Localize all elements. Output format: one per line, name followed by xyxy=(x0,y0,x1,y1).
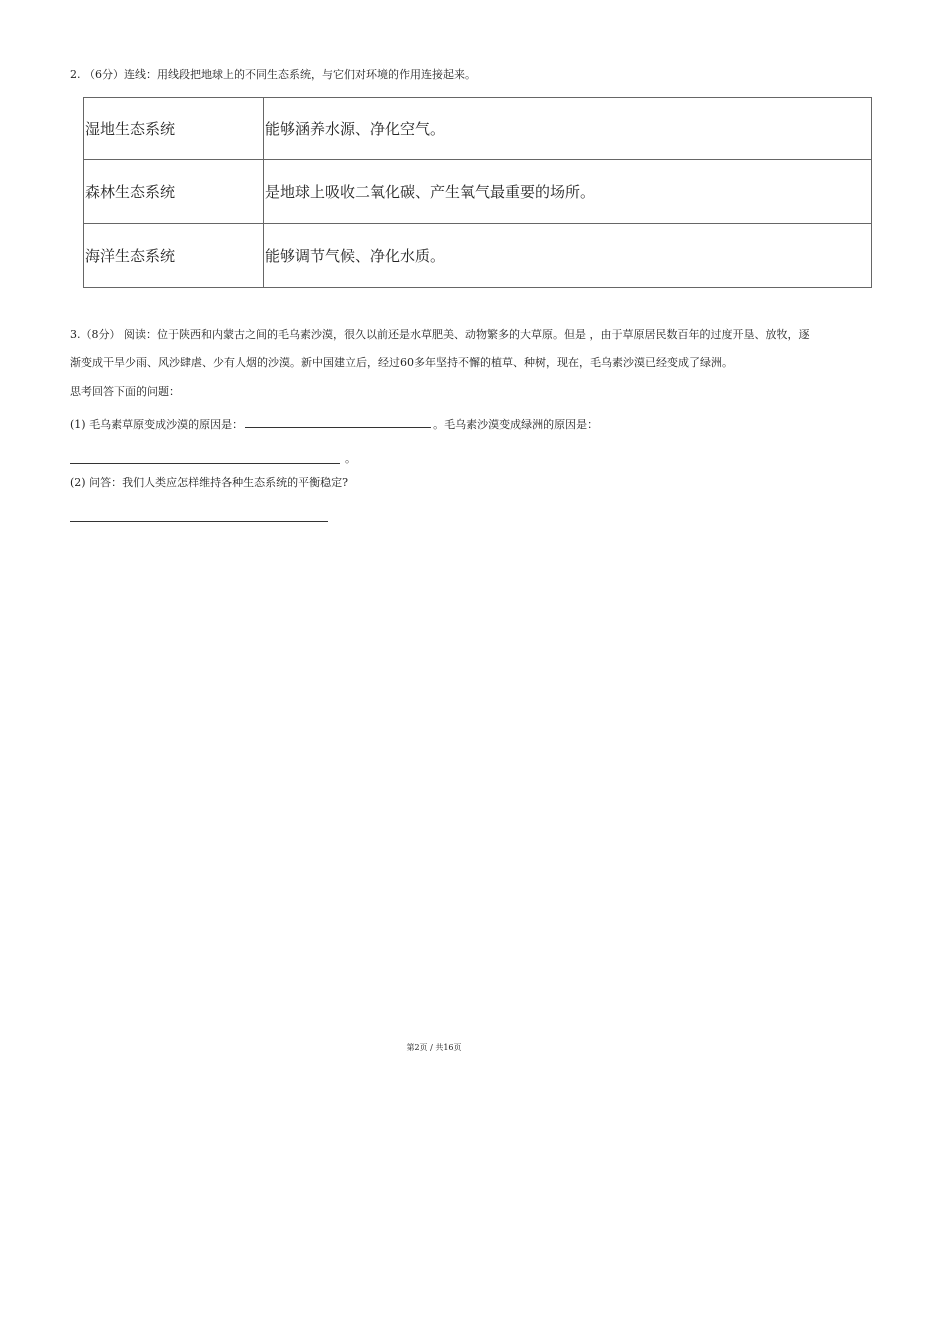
ecosystem-name[interactable]: 海洋生态系统 xyxy=(84,224,264,288)
part-1-end-mark: 。 xyxy=(345,452,356,465)
answer-blank-3[interactable] xyxy=(70,509,328,522)
ecosystem-role[interactable]: 能够涵养水源、净化空气。 xyxy=(264,98,872,160)
ecosystem-name[interactable]: 湿地生态系统 xyxy=(84,98,264,160)
table-row xyxy=(84,98,872,160)
answer-blank-1[interactable] xyxy=(245,415,431,428)
table-row xyxy=(84,160,872,224)
ecosystem-role[interactable]: 能够调节气候、净化水质。 xyxy=(264,224,872,288)
ecosystem-role[interactable]: 是地球上吸收二氧化碳、产生氧气最重要的场所。 xyxy=(264,160,872,224)
ecosystem-name[interactable]: 森林生态系统 xyxy=(84,160,264,224)
table-row xyxy=(84,224,872,288)
question-3-reading-line-2: 渐变成干旱少雨、风沙肆虐、少有人烟的沙漠。新中国建立后，经过60多年坚持不懈的植草、种树，现在，毛乌素沙漠已经变成了绿洲。 xyxy=(70,356,733,369)
ecosystem-matching-table xyxy=(83,97,872,288)
question-3-reading-line-1: 3.（8分） 阅读：位于陕西和内蒙古之间的毛乌素沙漠，很久以前还是水草肥美、动物繁多的大草原。但是 ，由于草原居民数百年的过度开垦、放牧，逐 xyxy=(70,328,810,341)
question-3-part-2: (2) 问答：我们人类应怎样维持各种生态系统的平衡稳定? xyxy=(70,476,348,489)
page-footer: 第2页 / 共16页 xyxy=(406,1043,462,1052)
part-1-prefix: (1) 毛乌素草原变成沙漠的原因是： xyxy=(70,418,244,431)
answer-blank-2[interactable] xyxy=(70,451,340,464)
question-3-part-1 xyxy=(70,415,598,432)
part-1-mid: 。毛乌素沙漠变成绿洲的原因是： xyxy=(433,418,599,431)
question-3-prompt: 思考回答下面的问题： xyxy=(70,385,180,398)
question-2-title: 2. （6分）连线：用线段把地球上的不同生态系统，与它们对环境的作用连接起来。 xyxy=(70,68,476,81)
